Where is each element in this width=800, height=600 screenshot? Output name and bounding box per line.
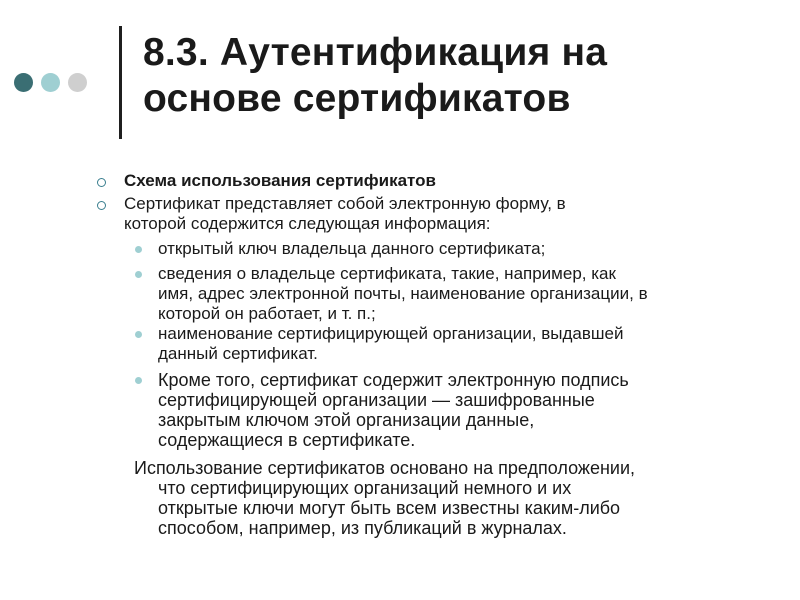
- sub-bullet-text: сведения о владельце сертификата, такие, например, как: [158, 264, 616, 283]
- paragraph-text: Использование сертификатов основано на предположении,: [134, 458, 636, 478]
- sub-bullet-text: закрытым ключом этой организации данные,: [158, 410, 535, 430]
- title-divider: [119, 26, 122, 139]
- dot-bullet-icon: [135, 271, 142, 278]
- bullet-text: которой содержится следующая информация:: [124, 214, 491, 233]
- paragraph-text: способом, например, из публикаций в журналах.: [158, 518, 567, 538]
- sub-bullet-text: имя, адрес электронной почты, наименование организации, в: [158, 284, 648, 303]
- sub-bullet-text: которой он работает, и т. п.;: [158, 304, 376, 323]
- bullet-scheme: [124, 171, 704, 191]
- sub-bullet-signature: [158, 370, 738, 450]
- sub-bullet-text: сертифицирующей организации — зашифрованные: [158, 390, 595, 410]
- ring-bullet-icon: [97, 201, 106, 210]
- decorative-dots-icon: [14, 73, 87, 92]
- sub-bullet-public-key: [158, 239, 738, 259]
- bullet-text: Схема использования сертификатов: [124, 171, 436, 190]
- sub-bullet-owner-info: [158, 264, 738, 324]
- ring-bullet-icon: [97, 178, 106, 187]
- sub-bullet-text: наименование сертифицирующей организации, выдавшей: [158, 324, 624, 343]
- sub-bullet-text: данный сертификат.: [158, 344, 318, 363]
- dot-bullet-icon: [135, 377, 142, 384]
- paragraph-text: открытые ключи могут быть всем известны каким-либо: [158, 498, 621, 518]
- dot-bullet-icon: [135, 246, 142, 253]
- slide-title: [143, 30, 607, 122]
- title-line: 8.3. Аутентификация на: [143, 31, 608, 74]
- bullet-text: Сертификат представляет собой электронную форму, в: [124, 194, 566, 213]
- grey-dot-icon: [68, 73, 87, 92]
- dark-dot-icon: [14, 73, 33, 92]
- sub-bullet-text: содержащиеся в сертификате.: [158, 430, 416, 450]
- sub-bullet-text: Кроме того, сертификат содержит электронную подпись: [158, 370, 629, 390]
- sub-bullet-text: открытый ключ владельца данного сертификата;: [158, 239, 546, 258]
- sub-bullet-issuer-name: [158, 324, 738, 364]
- paragraph-text: что сертифицирующих организаций немного и их: [158, 478, 572, 498]
- assumption-paragraph: [134, 458, 734, 538]
- dot-bullet-icon: [135, 331, 142, 338]
- light-dot-icon: [41, 73, 60, 92]
- title-line: основе сертификатов: [143, 77, 571, 120]
- bullet-certificate-definition: [124, 194, 704, 234]
